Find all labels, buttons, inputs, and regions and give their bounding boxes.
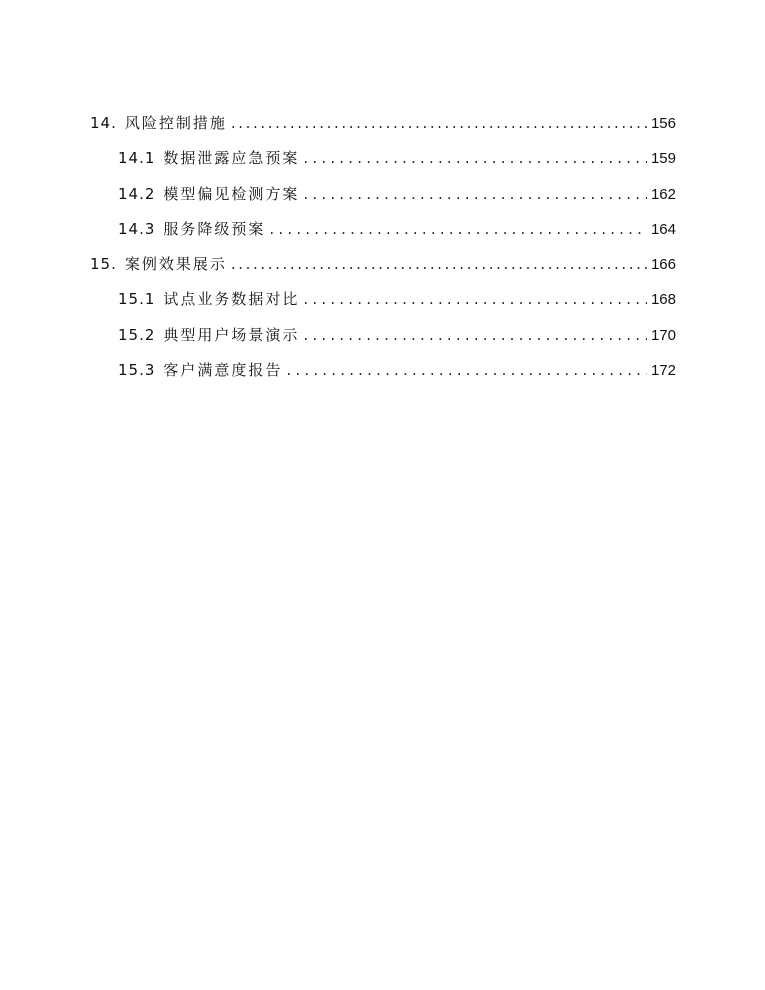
toc-entry-page-number: 159 [650, 150, 676, 168]
toc-entry-title: 风险控制措施 [124, 114, 227, 132]
toc-entry-number: 15.2 [118, 325, 156, 344]
toc-entry-number: 14.3 [118, 219, 156, 238]
toc-entry-title: 模型偏见检测方案 [163, 184, 300, 203]
toc-entry-15-1[interactable] [90, 288, 676, 323]
toc-entry-page-number: 164 [650, 220, 676, 238]
toc-entry-14-2[interactable] [90, 183, 676, 218]
toc-entry-page-number: 170 [650, 326, 676, 344]
toc-entry-14[interactable] [90, 112, 676, 147]
toc-entry-title: 试点业务数据对比 [163, 290, 300, 309]
toc-dot-leader [231, 114, 649, 132]
toc-entry-15-3[interactable] [90, 359, 676, 394]
toc-entry-page-number: 166 [650, 256, 676, 274]
toc-entry-number: 14.1 [118, 149, 156, 168]
toc-entry-14-3[interactable] [90, 218, 676, 253]
toc-entry-title: 客户满意度报告 [163, 361, 283, 380]
toc-entry-number: 15. [90, 255, 117, 274]
toc-entry-page-number: 156 [650, 115, 676, 132]
toc-entry-15-2[interactable] [90, 324, 676, 359]
toc-entry-number: 15.3 [118, 361, 156, 380]
toc-dot-leader [303, 185, 647, 203]
toc-dot-leader [231, 255, 649, 273]
toc-dot-leader [286, 361, 647, 379]
table-of-contents [90, 112, 676, 394]
toc-entry-title: 数据泄露应急预案 [163, 149, 300, 168]
toc-entry-number: 15.1 [118, 290, 156, 309]
toc-entry-title: 案例效果展示 [124, 255, 227, 274]
toc-dot-leader [269, 220, 647, 238]
toc-entry-page-number: 162 [650, 185, 676, 203]
toc-entry-14-1[interactable] [90, 147, 676, 182]
toc-entry-page-number: 172 [650, 362, 676, 380]
toc-dot-leader [303, 290, 647, 308]
toc-dot-leader [303, 326, 647, 344]
toc-dot-leader [303, 149, 647, 167]
toc-entry-title: 典型用户场景演示 [163, 325, 300, 344]
toc-entry-title: 服务降级预案 [163, 219, 266, 238]
toc-entry-number: 14.2 [118, 184, 156, 203]
toc-entry-15[interactable] [90, 253, 676, 288]
toc-entry-number: 14. [90, 114, 117, 132]
toc-entry-page-number: 168 [650, 291, 676, 309]
